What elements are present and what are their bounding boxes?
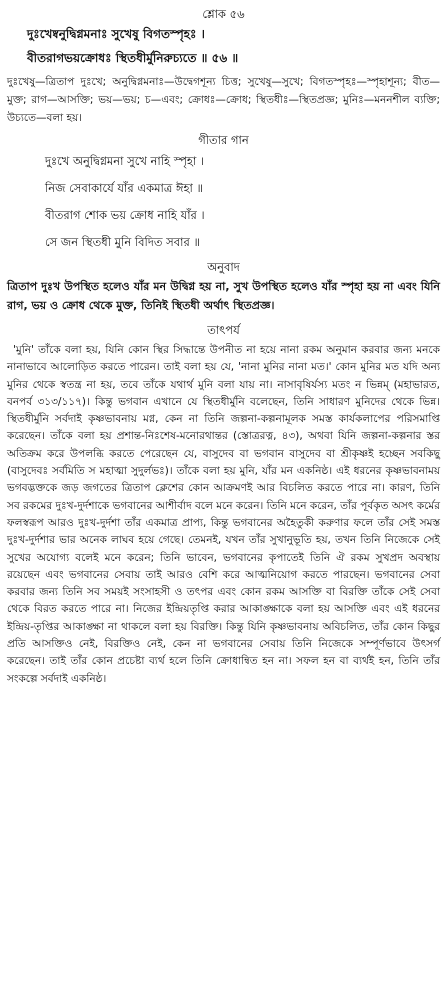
song-verse xyxy=(7,150,440,254)
song-line: নিজ সেবাকার্যে যাঁর একমাত্র ঈহা ॥ xyxy=(45,181,203,195)
song-line: সে জন স্থিতধী মুনি বিদিত সবার ॥ xyxy=(45,235,200,249)
sanskrit-verse xyxy=(7,24,440,69)
sanskrit-line: দুঃখেষ্বনুদ্বিগ্নমনাঃ সুখেষু বিগতস্পৃহঃ । xyxy=(27,27,205,41)
word-synonyms: দুঃখেষু—ত্রিতাপ দুঃখে; অনুদ্বিগ্নমনাঃ—উদ্বেগশূন্য চিত্ত; সুখেষু—সুখে; বিগতস্পৃহঃ—স্পৃহাশূন্য; বীত—মুক্ত; রাগ—আসক্তি; ভয়—ভয়; চ—এবং; ক্রোধঃ—ক্রোধ; স্থিতধীঃ—স্থিতপ্রজ্ঞ; মুনিঃ—মননশীল ব্যক্তি; উচ্যতে—বলা হয়। xyxy=(7,76,440,124)
purport-text: 'মুনি' তাঁকে বলা হয়, যিনি কোন স্থির সিদ্ধান্তে উপনীত না হয়ে নানা রকম অনুমান করবার জন্য মনকে নানাভাবে আলোড়িত করতে পারেন। তাই বলা হয় যে, 'নানা মুনির নানা মত।' কোন মুনির মত যদি অন্য মুনির থেকে স্বতন্ত্র না হয়, তবে তাঁকে যথার্থ মুনি বলা যায় না। নাসাবৃষির্যস্য মতং ন ভিন্নম্ (মহাভারত, বনপর্ব ৩১৩/১১৭)। কিন্তু ভগবান এখানে যে স্থিতধীর্মুনি বলেছেন, তিনি সাধারণ মুনিদের থেকে ভিন্ন। স্থিতধীর্মুনি সর্বদাই কৃষ্ণভাবনায় মগ্ন, কেন না তিনি জল্পনা-কল্পনামূলক সমস্ত কার্যকলাপের পরিসমাপ্তি করেছেন। তাঁকে বলা হয় প্রশান্ত-নিঃশেষ-মনোরথান্তর (স্তোত্ররত্ন, ৪৩), অথবা যিনি জল্পনা-কল্পনার স্তর অতিক্রম করে উপলব্ধি করতে পেরেছেন যে, বাসুদেব বা ভগবান বাসুদেব বা শ্রীকৃষ্ণই হচ্ছেন সবকিছু (বাসুদেবঃ সর্বমিতি স মহাত্মা সুদুর্লভঃ)। তাঁকে বলা হয় মুনি, যাঁর মন একনিষ্ঠ। এই ধরনের কৃষ্ণভাবনাময় ভগবদ্ভক্তকে জড় জগতের ত্রিতাপ ক্লেশের কোন আক্রমণই আর বিচলিত করতে পারে না। কারণ, তিনি সব রকমের দুঃখ-দুর্দশাকে ভগবানের আশীর্বাদ বলে মনে করেন। তিনি মনে করেন, তাঁর পূর্বকৃত অসৎ কর্মের ফলস্বরূপ আরও দুঃখ-দুর্দশা তাঁর একমাত্র প্রাপ্য, কিন্তু ভগবানের অহৈতুকী করুণার ফলে তাঁর সেই সমস্ত দুঃখ-দুর্দশার ভার অনেক লাঘব হয়ে গেছে। তেমনই, যখন তাঁর সুখানুভূতি হয়, তখন তিনি নিজেকে সেই সুখের অযোগ্য বলেই মনে করেন; তিনি ভাবেন, ভগবানের কৃপাতেই তিনি ঐ রকম সুখপ্রদ অবস্থায় রয়েছেন এবং ভগবানের সেবায় তাই আরও বেশি করে আত্মনিয়োগ করতে পারছেন। ভগবানের সেবা করবার জন্য তিনি সব সময়ই সংসাহসী ও তৎপর এবং কোন রকম আসক্তি বা বিরক্তি তাঁকে সেই সেবা থেকে বিরত করতে পারে না। নিজের ইন্দ্রিয়তৃপ্তি করার আকাঙ্ক্ষাকে বলা হয় আসক্তি এবং এই ধরনের ইন্দ্রিয়-তৃপ্তির আকাঙ্ক্ষা না থাকলে বলা হয় বিরক্তি। কিন্তু যিনি কৃষ্ণভাবনায় অবিচলিত, তাঁর কোন কিছুর প্রতি আসক্তিও নেই, বিরক্তিও নেই, কেন না ভগবানের সেবায় তিনি নিজেকে সম্পূর্ণভাবে উৎসর্গ করেছেন। তাই তাঁর কোন প্রচেষ্টা ব্যর্থ হলে তিনি ক্রোধান্বিত হন না। সফল হন বা ব্যর্থই হন, তিনি তাঁর সংকল্পে সর্বদাই একনিষ্ঠ। xyxy=(7,344,440,685)
purport-title: তাৎপর্য xyxy=(207,323,240,337)
song-line: বীতরাগ শোক ভয় ক্রোধ নাহি যাঁর । xyxy=(45,208,205,222)
song-title: গীতার গান xyxy=(198,133,249,147)
sanskrit-line: বীতরাগভয়ক্রোধঃ স্থিতধীর্মুনিরুচ্যতে ॥ ৫৬ ॥ xyxy=(27,51,239,65)
song-line: দুঃখে অনুদ্বিগ্নমনা সুখে নাহি স্পৃহা । xyxy=(45,154,205,168)
translation-title: অনুবাদ xyxy=(207,260,240,274)
translation-text: ত্রিতাপ দুঃখ উপস্থিত হলেও যাঁর মন উদ্বিগ্ন হয় না, সুখ উপস্থিত হলেও যাঁর স্পৃহা হয় না এবং যিনি রাগ, ভয় ও ক্রোধ থেকে মুক্ত, তিনিই স্থিতধী অর্থাৎ স্থিতপ্রজ্ঞ। xyxy=(7,280,440,312)
verse-heading: শ্লোক ৫৬ xyxy=(202,7,245,21)
